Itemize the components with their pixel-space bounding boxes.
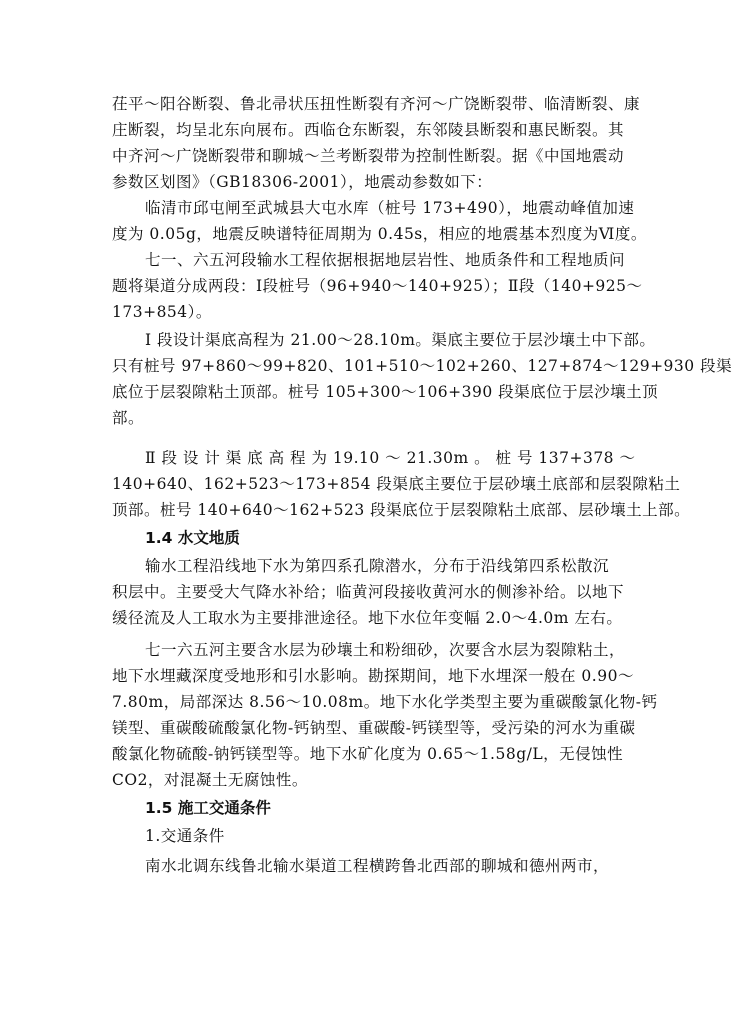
text-line: 题将渠道分成两段：Ⅰ段桩号（96+940～140+925）；Ⅱ段（140+925～ — [112, 277, 643, 295]
text-line: 底位于层裂隙粘土顶部。桩号 105+300～106+390 段渠底位于层沙壤土顶 — [112, 383, 659, 401]
section-heading-1-4: 1.4 水文地质 — [145, 529, 240, 547]
text-line: 顶部。桩号 140+640～162+523 段渠底位于层裂隙粘土底部、层砂壤土上部。 — [112, 501, 691, 519]
text-line: 参数区划图》（GB18306-2001），地震动参数如下： — [112, 173, 493, 191]
text-line: 镁型、重碳酸硫酸氯化物-钙钠型、重碳酸-钙镁型等，受污染的河水为重碳 — [112, 719, 636, 737]
text-line: 积层中。主要受大气降水补给；临黄河段接收黄河水的侧渗补给。以地下 — [112, 583, 625, 601]
text-line: 中齐河～广饶断裂带和聊城～兰考断裂带为控制性断裂。据《中国地震动 — [112, 147, 625, 165]
text-line: Ⅱ 段 设 计 渠 底 高 程 为 19.10 ～ 21.30m 。 桩 号 137+378 ～ — [145, 449, 636, 467]
subheading: 1.交通条件 — [145, 827, 225, 845]
text-line: 七一、六五河段输水工程依据根据地层岩性、地质条件和工程地质问 — [145, 251, 626, 269]
text-line: CO2，对混凝土无腐蚀性。 — [112, 771, 308, 789]
text-line: Ⅰ 段设计渠底高程为 21.00～28.10m。渠底主要位于层沙壤土中下部。 — [145, 331, 656, 349]
text-line: 临清市邱屯闸至武城县大屯水库（桩号 173+490），地震动峰值加速 — [145, 199, 635, 217]
text-line: 只有桩号 97+860～99+820、101+510～102+260、127+874～129+930 段渠 — [112, 357, 732, 375]
text-line: 173+854）。 — [112, 303, 212, 321]
text-line: 度为 0.05g，地震反映谱特征周期为 0.45s，相应的地震基本烈度为Ⅵ度。 — [112, 225, 647, 243]
text-line: 缓径流及人工取水为主要排泄途径。地下水位年变幅 2.0～4.0m 左右。 — [112, 609, 623, 627]
text-line: 七一六五河主要含水层为砂壤土和粉细砂，次要含水层为裂隙粘土， — [145, 641, 626, 659]
text-line: 输水工程沿线地下水为第四系孔隙潜水，分布于沿线第四系松散沉 — [145, 557, 610, 575]
text-line: 庄断裂，均呈北东向展布。西临仓东断裂，东邻陵县断裂和惠民断裂。其 — [112, 121, 625, 139]
text-line: 7.80m，局部深达 8.56～10.08m。地下水化学类型主要为重碳酸氯化物-钙 — [112, 693, 658, 711]
text-line: 部。 — [112, 409, 145, 427]
text-line: 南水北调东线鲁北输水渠道工程横跨鲁北西部的聊城和德州两市， — [145, 857, 610, 875]
text-line: 140+640、162+523～173+854 段渠底主要位于层砂壤土底部和层裂隙粘土 — [112, 475, 681, 493]
section-heading-1-5: 1.5 施工交通条件 — [145, 799, 271, 817]
text-line: 地下水埋藏深度受地形和引水影响。勘探期间，地下水埋深一般在 0.90～ — [112, 667, 634, 685]
text-line: 茌平～阳谷断裂、鲁北帚状压扭性断裂有齐河～广饶断裂带、临清断裂、康 — [112, 95, 641, 113]
text-line: 酸氯化物硫酸-钠钙镁型等。地下水矿化度为 0.65～1.58g/L，无侵蚀性 — [112, 745, 624, 763]
